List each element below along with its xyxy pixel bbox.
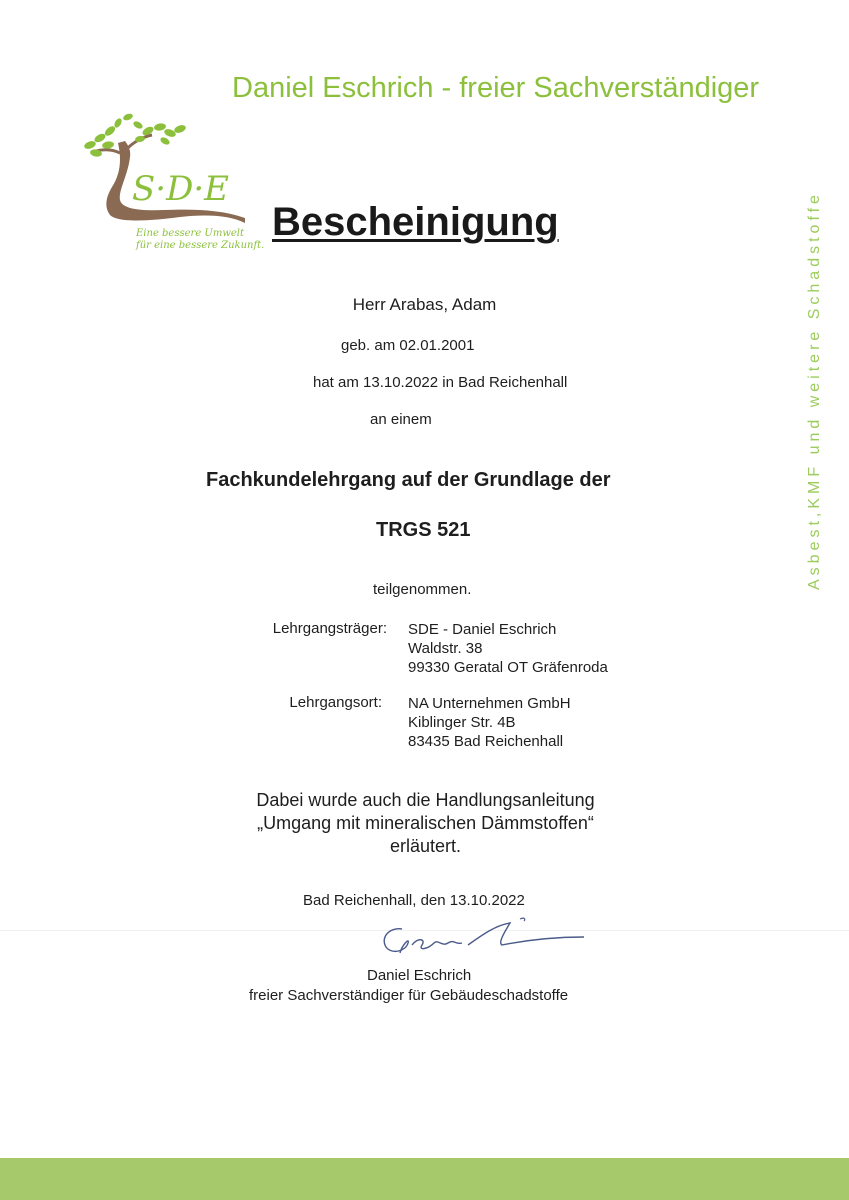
sde-logo — [70, 105, 280, 255]
course-date-place: hat am 13.10.2022 in Bad Reichenhall — [313, 374, 568, 391]
logo-slogan-line2: für eine bessere Zukunft. — [136, 240, 265, 251]
ort-address — [408, 694, 571, 751]
an-einem-text: an einem — [370, 411, 432, 428]
ort-line: NA Unternehmen GmbH — [408, 695, 571, 712]
ort-label: Lehrgangsort: — [289, 694, 382, 711]
signature-icon — [372, 915, 587, 963]
footer-bar — [0, 1158, 849, 1200]
ort-line: Kiblinger Str. 4B — [408, 714, 516, 731]
note-line: Dabei wurde auch die Handlungsanleitung — [256, 790, 595, 810]
course-code: TRGS 521 — [376, 519, 471, 541]
traeger-address — [408, 620, 608, 677]
signer-name: Daniel Eschrich — [367, 967, 472, 984]
header-title: Daniel Eschrich - freier Sachverständiger — [232, 72, 760, 104]
tree-logo-icon — [70, 105, 280, 255]
course-title: Fachkundelehrgang auf der Grundlage der — [206, 469, 611, 491]
handwritten-signature — [372, 915, 587, 963]
note-line: „Umgang mit mineralischen Dämmstoffen“ — [257, 813, 594, 833]
traeger-line: Waldstr. 38 — [408, 640, 483, 657]
handlungsanleitung-note — [0, 789, 849, 858]
side-tagline: Asbest,KMF und weitere Schadstoffe — [806, 191, 823, 590]
signer-role: freier Sachverständiger für Gebäudeschadstoffe — [249, 987, 569, 1004]
certificate-title: Bescheinigung — [272, 200, 559, 244]
traeger-line: 99330 Geratal OT Gräfenroda — [408, 659, 608, 676]
traeger-line: SDE - Daniel Eschrich — [408, 621, 557, 638]
logo-letters: S·D·E — [132, 169, 229, 209]
birth-date: geb. am 02.01.2001 — [341, 337, 475, 354]
ort-line: 83435 Bad Reichenhall — [408, 733, 564, 750]
signature-place-date: Bad Reichenhall, den 13.10.2022 — [303, 892, 525, 909]
participated-text: teilgenommen. — [373, 581, 472, 598]
note-line: erläutert. — [389, 836, 462, 856]
traeger-label: Lehrgangsträger: — [272, 620, 387, 637]
participant-name: Herr Arabas, Adam — [352, 295, 497, 314]
logo-slogan-line1: Eine bessere Umwelt — [136, 228, 245, 239]
